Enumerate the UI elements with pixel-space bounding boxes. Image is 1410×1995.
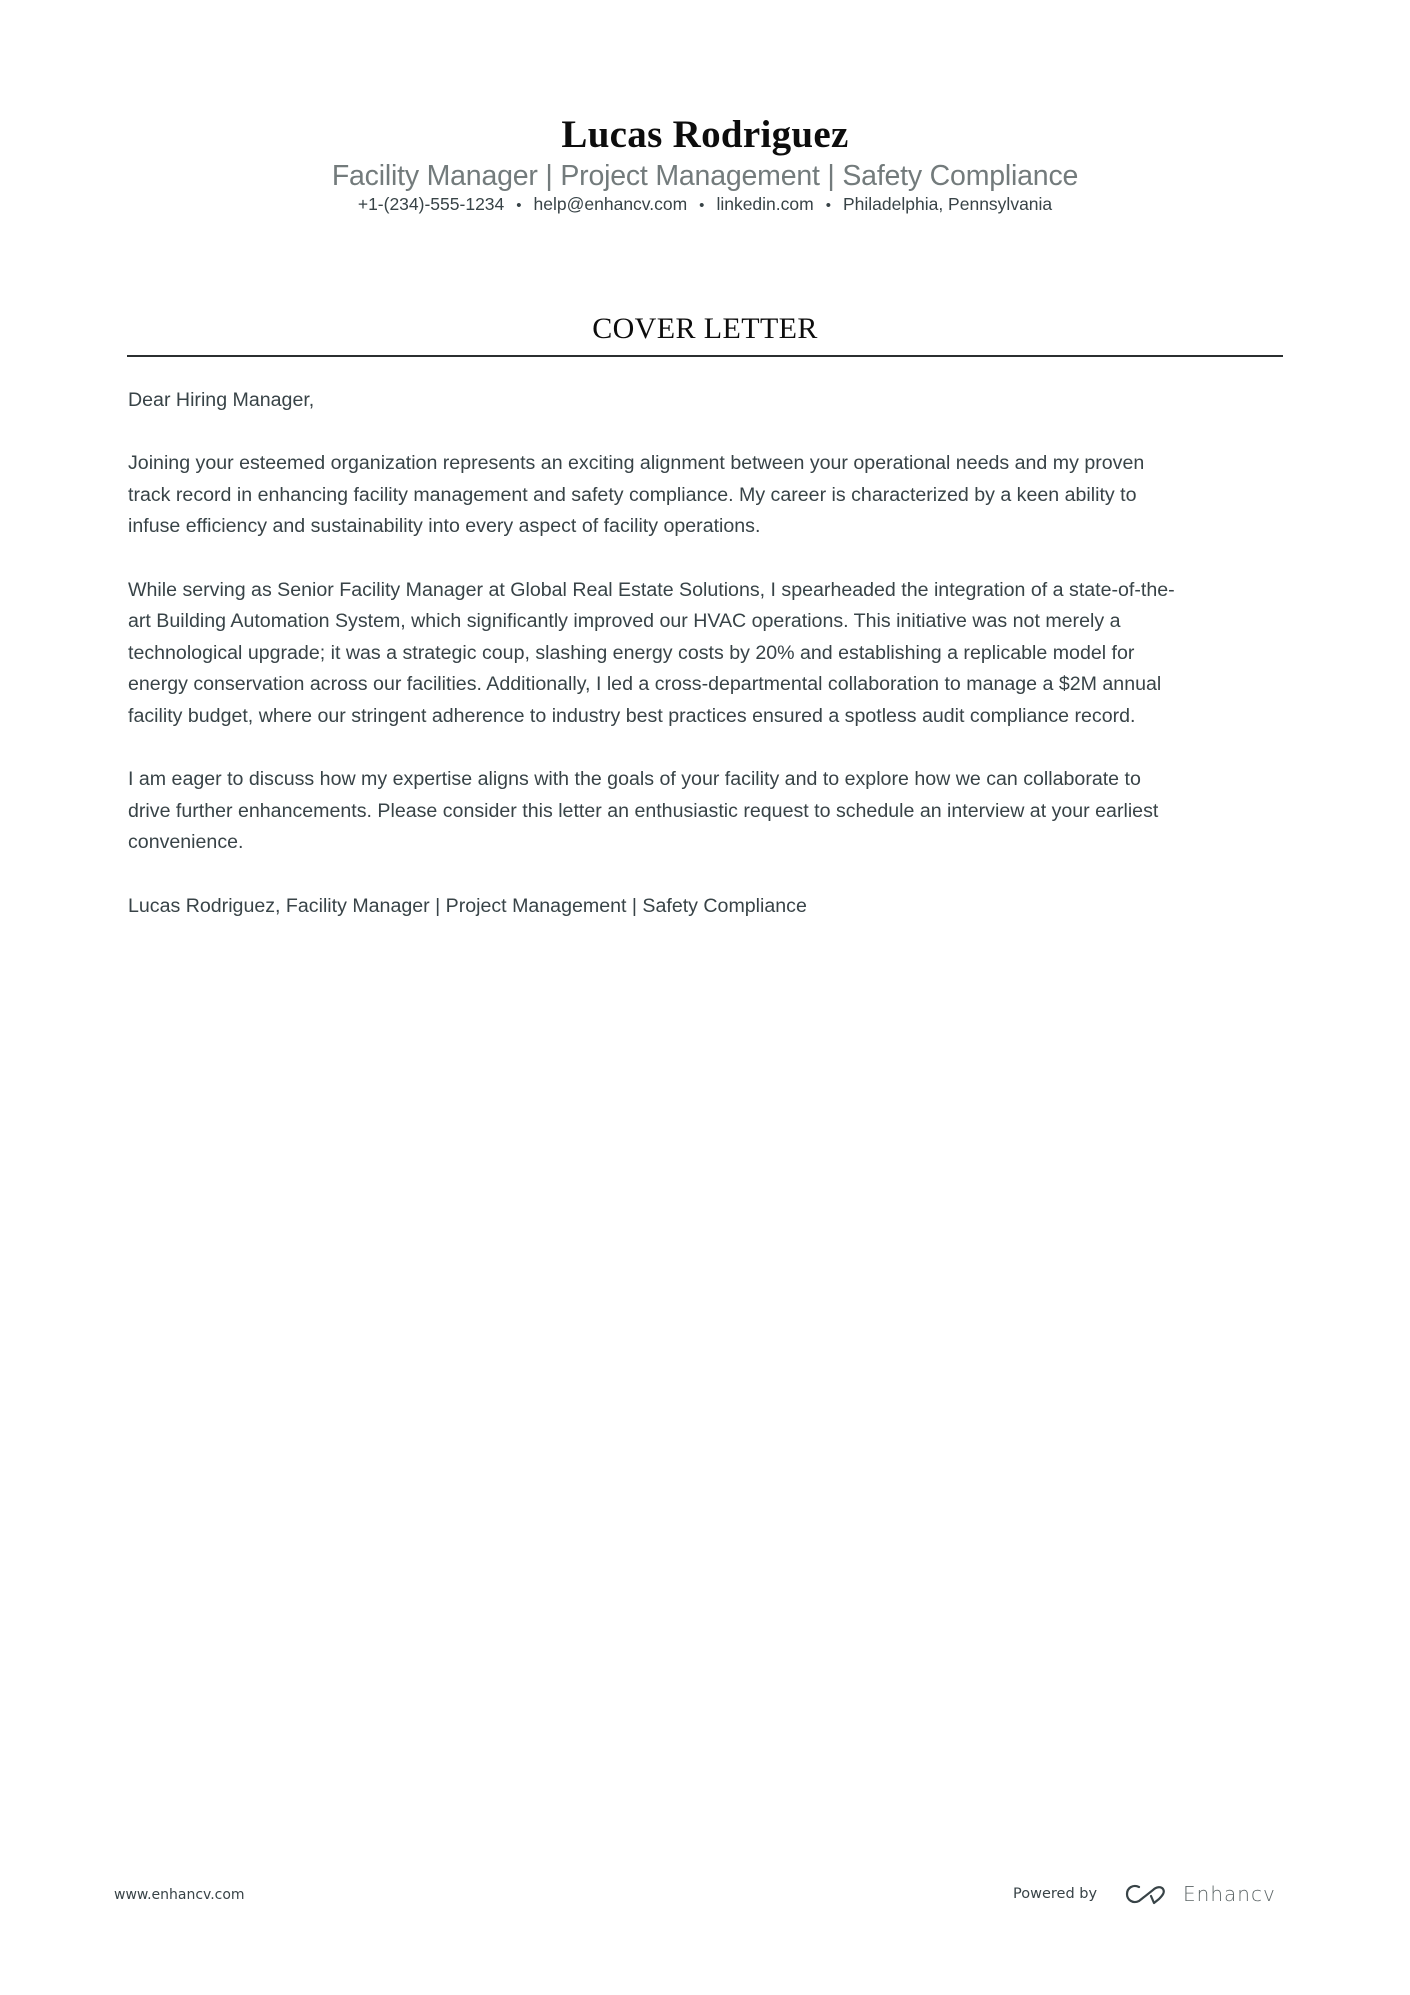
resume-header bbox=[0, 112, 1410, 217]
section-heading: COVER LETTER bbox=[592, 312, 818, 345]
letter-signature bbox=[128, 891, 1288, 923]
contact-email[interactable]: help@enhancv.com bbox=[533, 194, 688, 214]
paragraph-line: track record in enhancing facility management and safety compliance. My career is characterized by a keen ability to bbox=[128, 483, 1137, 506]
bullet-separator: • bbox=[825, 197, 831, 214]
signature-text: Lucas Rodriguez, Facility Manager | Project Management | Safety Compliance bbox=[128, 894, 807, 917]
contact-location: Philadelphia, Pennsylvania bbox=[842, 194, 1053, 214]
paragraph-line: drive further enhancements. Please consider this letter an enthusiastic request to schedule an interview at your earliest bbox=[128, 799, 1159, 822]
paragraph-line: infuse efficiency and sustainability into every aspect of facility operations. bbox=[128, 515, 761, 538]
bullet-separator: • bbox=[699, 197, 705, 214]
paragraph-line: art Building Automation System, which significantly improved our HVAC operations. This initiative was not merely a bbox=[128, 610, 1121, 633]
letter-body bbox=[128, 385, 1288, 954]
letter-greeting bbox=[128, 385, 1288, 417]
letter-paragraph bbox=[128, 575, 1288, 733]
paragraph-line: energy conservation across our facilities. Additionally, I led a cross-departmental collaboration to manage a $2M annual bbox=[128, 673, 1162, 696]
letter-paragraph bbox=[128, 448, 1288, 543]
footer-website-link[interactable]: www.enhancv.com bbox=[114, 1887, 245, 1903]
enhancv-logo-icon bbox=[1125, 1882, 1171, 1906]
paragraph-line: convenience. bbox=[128, 831, 244, 854]
applicant-name: Lucas Rodriguez bbox=[561, 113, 849, 156]
contact-phone: +1-(234)-555-1234 bbox=[357, 194, 505, 214]
greeting-text: Dear Hiring Manager, bbox=[128, 389, 315, 411]
powered-by-enhancv[interactable] bbox=[1013, 1881, 1276, 1907]
paragraph-line: technological upgrade; it was a strategic coup, slashing energy costs by 20% and establishing a replicable model for bbox=[128, 641, 1135, 664]
applicant-title: Facility Manager | Project Management | Safety Compliance bbox=[331, 160, 1079, 192]
paragraph-line: Joining your esteemed organization represents an exciting alignment between your operational needs and my proven bbox=[128, 452, 1145, 475]
letter-paragraph bbox=[128, 764, 1288, 859]
paragraph-line: While serving as Senior Facility Manager at Global Real Estate Solutions, I spearheaded the integration of a state-of-the- bbox=[128, 578, 1175, 601]
paragraph-line: I am eager to discuss how my expertise aligns with the goals of your facility and to explore how we can collaborate to bbox=[128, 768, 1141, 791]
bullet-separator: • bbox=[516, 197, 522, 214]
section-divider bbox=[127, 355, 1283, 357]
powered-by-label: Powered by bbox=[1013, 1886, 1098, 1902]
paragraph-line: facility budget, where our stringent adherence to industry best practices ensured a spotless audit compliance record. bbox=[128, 704, 1136, 727]
contact-info bbox=[0, 193, 1410, 217]
contact-linkedin[interactable]: linkedin.com bbox=[716, 194, 814, 214]
enhancv-brand-name: Enhancv bbox=[1183, 1882, 1276, 1906]
